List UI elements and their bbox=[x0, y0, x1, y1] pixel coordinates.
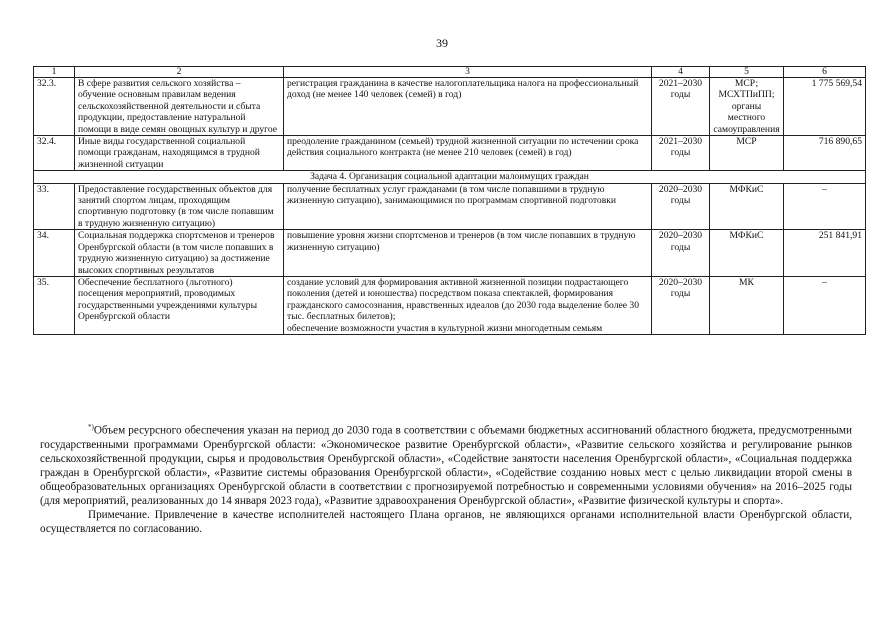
table-row bbox=[34, 78, 866, 136]
table-row bbox=[34, 230, 866, 277]
table-row bbox=[34, 136, 866, 171]
result-cell: регистрация гражданина в качестве налогоплательщика налога на профессиональный доход (не менее 140 человек (семей) в год) bbox=[284, 78, 652, 136]
period-cell: 2021–2030 годы bbox=[652, 78, 710, 136]
amount-cell: 716 890,65 bbox=[784, 136, 866, 171]
task-title: Задача 4. Организация социальной адаптации малоимущих граждан bbox=[34, 171, 866, 183]
note-paragraph: Примечание. Привлечение в качестве исполнителей настоящего Плана органов, не являющихся органами исполнительной власти Оренбургской области, осуществляется по согласованию. bbox=[40, 508, 852, 535]
amount-cell: 1 775 569,54 bbox=[784, 78, 866, 136]
task-heading-row bbox=[34, 171, 866, 183]
col-header-6: 6 bbox=[784, 67, 866, 78]
row-number: 32.4. bbox=[34, 136, 75, 171]
period-cell: 2020–2030 годы bbox=[652, 230, 710, 277]
period-cell: 2021–2030 годы bbox=[652, 136, 710, 171]
measure-cell: Иные виды государственной социальной помощи гражданам, находящимся в трудной жизненной ситуации bbox=[75, 136, 284, 171]
table-row bbox=[34, 183, 866, 230]
amount-cell: – bbox=[784, 183, 866, 230]
result-line-1: создание условий для формирования активной жизненной позиции подрастающего поколения (детей и юношества) посредством показа спектаклей, формирования гражданского самосознания, нравственных идеалов (до 2030 года выделение более 30 тыс. бесплатных билетов); bbox=[287, 276, 640, 323]
row-number: 35. bbox=[34, 276, 75, 334]
amount-cell: – bbox=[784, 276, 866, 334]
executor-cell: МФКиС bbox=[710, 183, 784, 230]
col-header-4: 4 bbox=[652, 67, 710, 78]
footnote-marker: *) bbox=[88, 423, 94, 431]
col-header-3: 3 bbox=[284, 67, 652, 78]
result-cell: преодоление гражданином (семьей) трудной жизненной ситуации по истечении срока действия социального контракта (не менее 210 человек (семей) в год) bbox=[284, 136, 652, 171]
measure-cell: В сфере развития сельского хозяйства – обучение основным правилам ведения сельскохозяйственной деятельности и сбыта продукции, предоставление натуральной помощи в виде семян овощных культур и другое bbox=[75, 78, 284, 136]
result-cell: повышение уровня жизни спортсменов и тренеров (в том числе попавших в трудную жизненную ситуацию) bbox=[284, 230, 652, 277]
executor-cell: МК bbox=[710, 276, 784, 334]
measure-cell: Социальная поддержка спортсменов и тренеров Оренбургской области (в том числе попавших в трудную жизненную ситуацию) за достижение высоких спортивных результатов bbox=[75, 230, 284, 277]
table-row bbox=[34, 276, 866, 334]
row-number: 34. bbox=[34, 230, 75, 277]
result-line-2: обеспечение возможности участия в культурной жизни многодетным семьям bbox=[287, 322, 603, 334]
resource-footnote bbox=[40, 420, 852, 508]
row-number: 33. bbox=[34, 183, 75, 230]
footnotes-block bbox=[40, 420, 852, 536]
col-header-2: 2 bbox=[75, 67, 284, 78]
footnote-text: Объем ресурсного обеспечения указан на период до 2030 года в соответствии с объемами бюджетных ассигнований областного бюджета, предусмотренными государственными программами Оренбургской области: «Экономическое развитие Оренбургской области», «Развитие сельского хозяйства и регулирование рынков сельскохозяйственной продукции, сырья и продовольствия Оренбургской области», «Содействие занятости населения Оренбургской области», «Социальная поддержка граждан в Оренбургской области», «Развитие системы образования Оренбургской области», «Содействие созданию новых мест с целью ликвидации второй смены в общеобразовательных организациях Оренбургской области в соответствии с прогнозируемой потребностью и современными условиями обучения» на 2016–2025 годы (для мероприятий, реализованных до 14 января 2023 года), «Развитие здравоохранения Оренбургской области», «Развитие физической культуры и спорта». bbox=[40, 424, 852, 507]
measure-cell: Предоставление государственных объектов для занятий спортом лицам, проходящим спортивную подготовку (в том числе попавшим в трудную жизненную ситуацию) bbox=[75, 183, 284, 230]
row-number: 32.3. bbox=[34, 78, 75, 136]
measure-cell: Обеспечение бесплатного (льготного) посещения мероприятий, проводимых государственными учреждениями культуры Оренбургской области bbox=[75, 276, 284, 334]
plan-table bbox=[33, 66, 866, 335]
table-header-row bbox=[34, 67, 866, 78]
amount-cell: 251 841,91 bbox=[784, 230, 866, 277]
col-header-5: 5 bbox=[710, 67, 784, 78]
executor-cell: МФКиС bbox=[710, 230, 784, 277]
period-cell: 2020–2030 годы bbox=[652, 276, 710, 334]
col-header-1: 1 bbox=[34, 67, 75, 78]
executor-cell: МСР; МСХТПиПП; органы местного самоуправления bbox=[710, 78, 784, 136]
result-cell: получение бесплатных услуг гражданами (в том числе попавшими в трудную жизненную ситуацию), занимающимися по программам спортивной подготовки bbox=[284, 183, 652, 230]
result-cell bbox=[284, 276, 652, 334]
executor-cell: МСР bbox=[710, 136, 784, 171]
page-number: 39 bbox=[436, 36, 448, 50]
period-cell: 2020–2030 годы bbox=[652, 183, 710, 230]
